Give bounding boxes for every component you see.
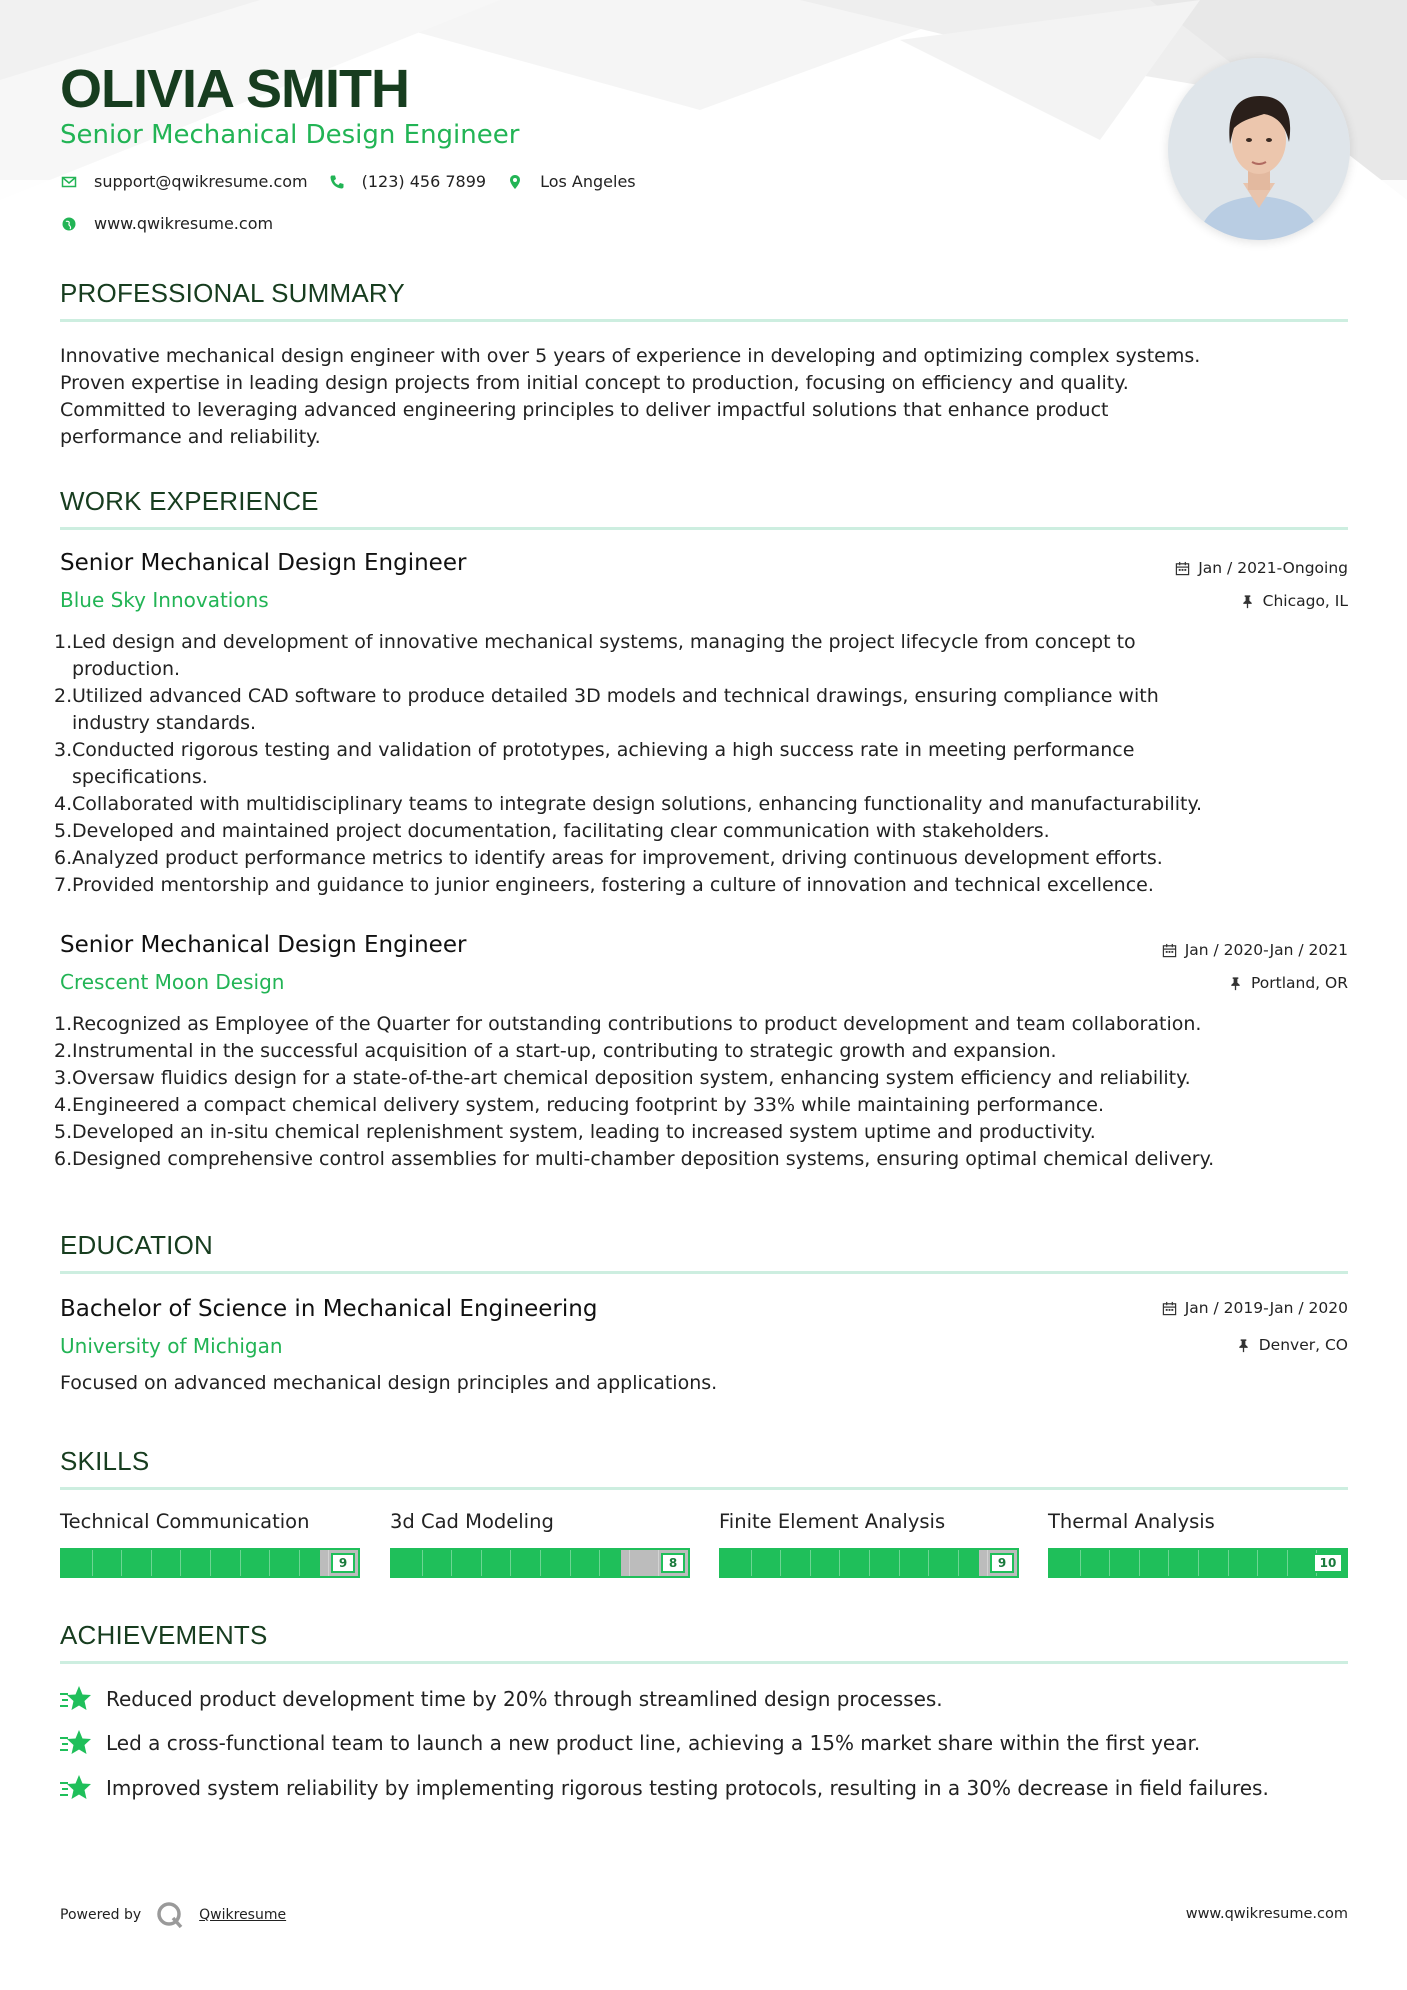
skill-bar-segment [987, 1550, 988, 1576]
skill-label: Thermal Analysis [1048, 1510, 1215, 1533]
summary-text [60, 343, 1348, 451]
skill-bar-segment [810, 1550, 811, 1576]
skill-bar-segment [299, 1550, 300, 1576]
skill-bar-segment [422, 1550, 423, 1576]
candidate-name: OLIVIA SMITH [60, 59, 409, 119]
achievement-text: Led a cross-functional team to launch a new product line, achieving a 15% market share within the first year. [106, 1731, 1201, 1755]
contact-email[interactable] [60, 172, 308, 191]
education-degree: Bachelor of Science in Mechanical Engineering [60, 1296, 598, 1322]
education-location [948, 1336, 1348, 1354]
job-dates [948, 941, 1348, 959]
skill-label: Technical Communication [60, 1510, 310, 1533]
skill-bar-segment [180, 1550, 181, 1576]
contact-website[interactable] [60, 214, 273, 233]
skill-score: 10 [1313, 1553, 1343, 1573]
skill-bar-segment [658, 1550, 659, 1576]
brand-link[interactable]: Qwikresume [199, 1907, 287, 1923]
skill-label: 3d Cad Modeling [390, 1510, 554, 1533]
skill-bar-segment [629, 1550, 630, 1576]
candidate-title: Senior Mechanical Design Engineer [60, 120, 520, 150]
summary-line: performance and reliability. [60, 426, 321, 448]
job-location-text: Portland, OR [1250, 974, 1348, 992]
education-location-text: Denver, CO [1258, 1336, 1348, 1354]
powered-by-text: Powered by [60, 1907, 142, 1923]
list-item: 3. Oversaw fluidics design for a state-of-the-art chemical deposition system, enhancing system efficiency and reliability. [54, 1067, 1191, 1089]
skill-bar-segment [958, 1550, 959, 1576]
job-location-text: Chicago, IL [1262, 592, 1348, 610]
map-pin-icon [506, 173, 524, 191]
education-school: University of Michigan [60, 1334, 283, 1358]
footer-powered-by [60, 1900, 286, 1930]
skill-score: 8 [661, 1553, 685, 1573]
education-dates [948, 1299, 1348, 1317]
skill-bar-segment [540, 1550, 541, 1576]
star-icon [60, 1728, 92, 1758]
phone-text: (123) 456 7899 [361, 172, 487, 191]
website-text: www.qwikresume.com [94, 214, 274, 233]
education-heading: EDUCATION [60, 1230, 1348, 1274]
skill-bar-segment [1257, 1550, 1258, 1576]
list-item: 2. Instrumental in the successful acquisition of a start-up, contributing to strategic growth and expansion. [54, 1040, 1057, 1062]
skill-bar-fill [392, 1550, 621, 1576]
contact-row-primary [60, 172, 656, 191]
calendar-icon [1162, 943, 1177, 958]
list-item: 4. Engineered a compact chemical delivery system, reducing footprint by 33% while maintaining performance. [54, 1094, 1105, 1116]
skill-bar-fill [62, 1550, 320, 1576]
pushpin-icon [1228, 976, 1243, 991]
achievement-text: Reduced product development time by 20% through streamlined design processes. [106, 1687, 943, 1711]
list-item: 1. Recognized as Employee of the Quarter for outstanding contributions to product development and team collaboration. [54, 1013, 1202, 1035]
skill-bar [1048, 1548, 1348, 1578]
skill-bar-segment [570, 1550, 571, 1576]
contact-phone[interactable] [328, 172, 486, 191]
contact-row-secondary [60, 214, 293, 233]
list-item: 6. Designed comprehensive control assemblies for multi-chamber deposition systems, ensuring optimal chemical delivery. [54, 1148, 1215, 1170]
skills-heading: SKILLS [60, 1446, 1348, 1490]
pushpin-icon [1240, 594, 1255, 609]
skill-item [719, 1510, 1019, 1570]
qwikresume-logo-icon [155, 1900, 185, 1930]
skill-bar-segment [210, 1550, 211, 1576]
list-item: 5. Developed and maintained project documentation, facilitating clear communication with stakeholders. [54, 820, 1050, 842]
job-company: Crescent Moon Design [60, 970, 285, 994]
education-description: Focused on advanced mechanical design principles and applications. [60, 1372, 718, 1394]
achievement-item [60, 1773, 1269, 1803]
location-text: Los Angeles [540, 172, 636, 191]
skill-item [60, 1510, 360, 1570]
job-bullets [54, 1011, 1354, 1173]
profile-photo [1168, 58, 1350, 240]
skill-bar-segment [1198, 1550, 1199, 1576]
achievement-text: Improved system reliability by implementing rigorous testing protocols, resulting in a 30% decrease in field failures. [106, 1776, 1269, 1800]
skill-bar-segment [328, 1550, 329, 1576]
job-location [948, 974, 1348, 992]
email-text: support@qwikresume.com [94, 172, 308, 191]
list-item: 5. Developed an in-situ chemical replenishment system, leading to increased system uptime and productivity. [54, 1121, 1096, 1143]
skill-bar-segment [451, 1550, 452, 1576]
list-item: 6. Analyzed product performance metrics to identify areas for improvement, driving continuous development efforts. [54, 847, 1163, 869]
job-title: Senior Mechanical Design Engineer [60, 550, 467, 576]
skill-label: Finite Element Analysis [719, 1510, 946, 1533]
skill-bar-segment [240, 1550, 241, 1576]
skill-bar-segment [869, 1550, 870, 1576]
list-item: 1. Led design and development of innovative mechanical systems, managing the project lifecycle from concept to production. [54, 631, 1136, 680]
skill-bar [719, 1548, 1019, 1578]
calendar-icon [1175, 561, 1190, 576]
star-icon [60, 1773, 92, 1803]
pushpin-icon [1236, 1338, 1251, 1353]
skill-bar-segment [928, 1550, 929, 1576]
skill-bar [60, 1548, 360, 1578]
skill-bar-segment [751, 1550, 752, 1576]
skill-bar-segment [510, 1550, 511, 1576]
phone-icon [328, 173, 346, 191]
job-dates-text: Jan / 2021-Ongoing [1198, 559, 1348, 577]
envelope-icon [60, 173, 78, 191]
job-location [948, 592, 1348, 610]
skill-score: 9 [331, 1553, 355, 1573]
skill-bar-segment [269, 1550, 270, 1576]
footer-url[interactable]: www.qwikresume.com [1185, 1906, 1348, 1922]
skill-bar-segment [1139, 1550, 1140, 1576]
summary-line: Innovative mechanical design engineer with over 5 years of experience in developing and optimizing complex systems. [60, 345, 1201, 367]
star-icon [60, 1684, 92, 1714]
skill-bar-fill [721, 1550, 979, 1576]
education-dates-text: Jan / 2019-Jan / 2020 [1184, 1299, 1348, 1317]
achievements-heading: ACHIEVEMENTS [60, 1620, 1348, 1664]
experience-heading: WORK EXPERIENCE [60, 486, 1348, 530]
skill-item [1048, 1510, 1348, 1570]
job-dates-text: Jan / 2020-Jan / 2021 [1184, 941, 1348, 959]
contact-location [506, 172, 636, 191]
skill-score: 9 [990, 1553, 1014, 1573]
achievement-item [60, 1684, 943, 1714]
skill-bar-segment [1080, 1550, 1081, 1576]
skill-bar-segment [1228, 1550, 1229, 1576]
skill-bar-segment [1287, 1550, 1288, 1576]
job-company: Blue Sky Innovations [60, 588, 269, 612]
list-item: 7. Provided mentorship and guidance to junior engineers, fostering a culture of innovation and technical excellence. [54, 874, 1154, 896]
skill-item [390, 1510, 690, 1570]
skill-bar-segment [780, 1550, 781, 1576]
job-dates [948, 559, 1348, 577]
skill-bar-segment [839, 1550, 840, 1576]
skill-bar-segment [899, 1550, 900, 1576]
achievement-item [60, 1728, 1200, 1758]
skill-bar-segment [1109, 1550, 1110, 1576]
list-item: 4. Collaborated with multidisciplinary teams to integrate design solutions, enhancing functionality and manufacturability. [54, 793, 1203, 815]
summary-line: Committed to leveraging advanced engineering principles to deliver impactful solutions that enhance product [60, 399, 1109, 421]
skill-bar-segment [92, 1550, 93, 1576]
skill-bar-segment [599, 1550, 600, 1576]
skill-bar [390, 1548, 690, 1578]
list-item: 2. Utilized advanced CAD software to produce detailed 3D models and technical drawings, ensuring compliance with industry standards. [54, 685, 1159, 734]
skill-bar-segment [481, 1550, 482, 1576]
summary-heading: PROFESSIONAL SUMMARY [60, 278, 1348, 322]
summary-line: Proven expertise in leading design projects from initial concept to production, focusing on efficiency and quality. [60, 372, 1129, 394]
skill-bar-segment [121, 1550, 122, 1576]
globe-icon [60, 215, 78, 233]
job-bullets [54, 629, 1354, 899]
skill-bar-segment [151, 1550, 152, 1576]
skill-bar-segment [1168, 1550, 1169, 1576]
calendar-icon [1162, 1301, 1177, 1316]
job-title: Senior Mechanical Design Engineer [60, 932, 467, 958]
list-item: 3. Conducted rigorous testing and validation of prototypes, achieving a high success rate in meeting performance specifications. [54, 739, 1135, 788]
